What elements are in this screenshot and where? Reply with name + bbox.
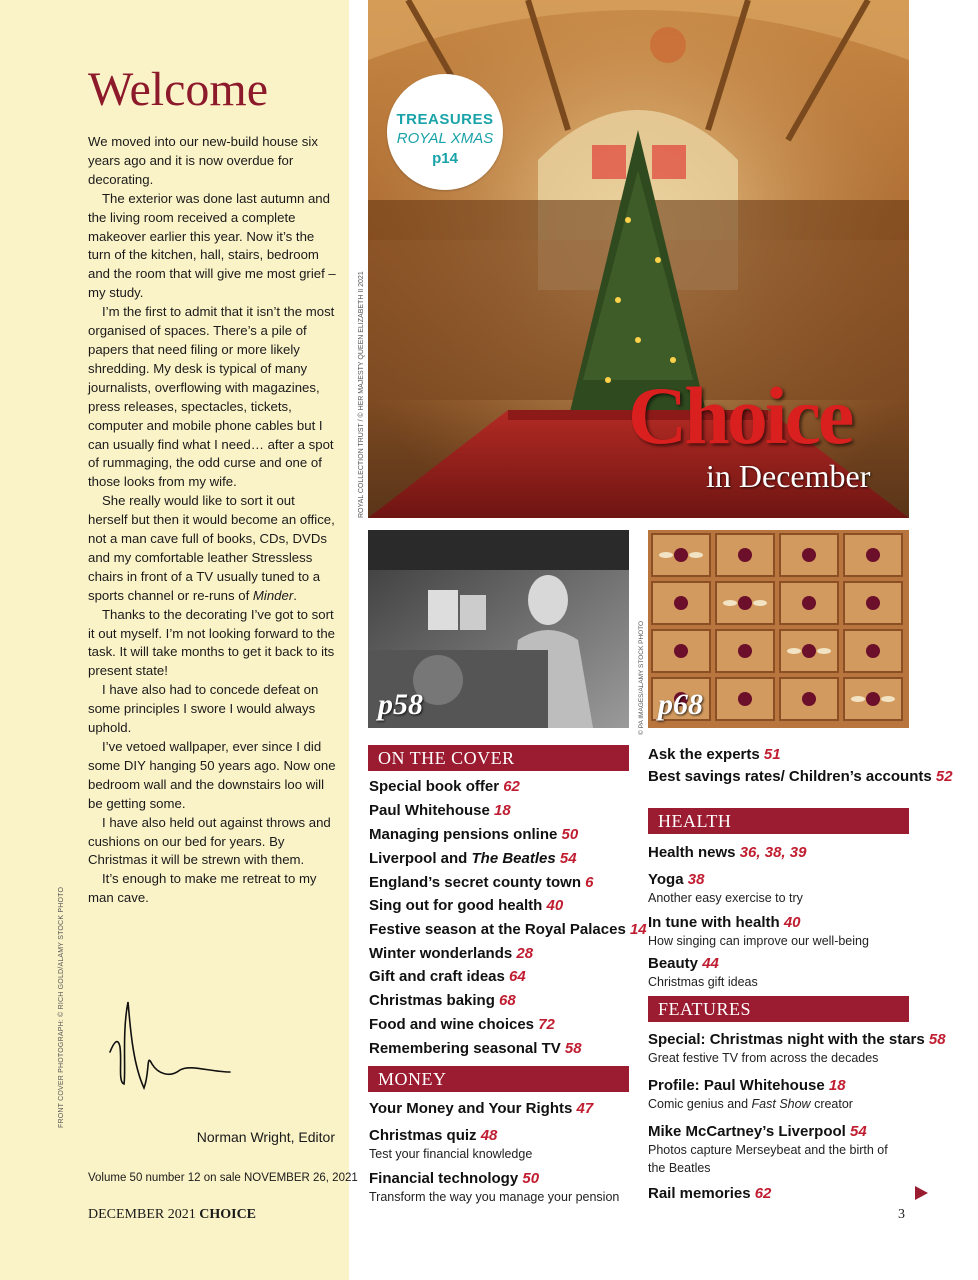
letter-paragraph: It’s enough to make me retreat to my man cave. bbox=[88, 871, 317, 906]
features-item[interactable]: Rail memories 62 bbox=[648, 1185, 772, 1202]
folio bbox=[88, 1207, 256, 1223]
badge-page: p14 bbox=[432, 150, 458, 167]
folio-brand: CHOICE bbox=[199, 1207, 257, 1222]
letter-paragraph: I have also had to concede defeat on some principles I swore I would always uphold. bbox=[88, 682, 319, 736]
cover-item[interactable]: Gift and craft ideas 64 bbox=[369, 968, 526, 985]
letter-paragraph: She really would like to sort it out herself but then it would become an office, not a man cave full of books, CDs, DVDs and my comfortable leather Stressless chairs in front of a TV usually tuned to a sports channel or re-runs of Minder. bbox=[88, 493, 335, 603]
in-december-subtitle: in December bbox=[706, 458, 871, 494]
money-item[interactable]: Christmas quiz 48 Test your financial knowledge bbox=[369, 1127, 533, 1161]
letter-paragraph: I’m the first to admit that it isn’t the most organised of spaces. There’s a pile of papers that need filing or more likely shredding. My desk is typical of many journalists, overflowing with magazines, press releases, spectacles, tickets, computer and mobile phone cables but I can usually find what I need… after a spot of rummaging, the odd curse and one of those looks from my wife. bbox=[88, 304, 335, 490]
features-item[interactable]: Mike McCartney’s Liverpool 54 Photos capture Merseybeat and the birth of the Beatles bbox=[648, 1123, 888, 1175]
letter-paragraph: We moved into our new-build house six years ago and it is now overdue for decorating. bbox=[88, 134, 318, 187]
features-item[interactable]: Profile: Paul Whitehouse 18 Comic genius and Fast Show creator bbox=[648, 1077, 853, 1111]
next-page-arrow-icon[interactable] bbox=[915, 1186, 928, 1200]
folio-month: DECEMBER 2021 bbox=[88, 1207, 200, 1222]
money-item[interactable]: Your Money and Your Rights 47 bbox=[369, 1100, 594, 1117]
cover-item[interactable]: Managing pensions online 50 bbox=[369, 826, 579, 843]
editor-name: Norman Wright, Editor bbox=[196, 1129, 335, 1145]
features-item[interactable]: Special: Christmas night with the stars 58 Great festive TV from across the decades bbox=[648, 1031, 946, 1065]
editor-signature bbox=[100, 992, 240, 1102]
cover-photo-credit: FRONT COVER PHOTOGRAPH: © RICH GOLD/ALAMY STOCK PHOTO bbox=[58, 886, 65, 1128]
show-title: Minder bbox=[252, 587, 294, 603]
welcome-title: Welcome bbox=[88, 63, 269, 116]
health-item[interactable]: Beauty 44 Christmas gift ideas bbox=[648, 955, 758, 989]
cover-item[interactable]: England’s secret county town 6 bbox=[369, 874, 594, 891]
cover-item[interactable]: Festive season at the Royal Palaces 14 bbox=[369, 921, 647, 938]
badge-line1: TREASURES bbox=[396, 111, 494, 128]
letter-paragraph: The exterior was done last autumn and the living room received a complete makeover earlier this year. Now it’s the turn of the kitchen, hall, stairs, bedroom and the room that will give me most grief – my study. bbox=[88, 190, 336, 301]
money-item[interactable]: Financial technology 50 Transform the way you manage your pension bbox=[369, 1170, 620, 1204]
photo-credit: © PA IMAGES/ALAMY STOCK PHOTO bbox=[638, 620, 645, 735]
cover-item[interactable]: Sing out for good health 40 bbox=[369, 897, 564, 914]
letter-paragraph: I have also held out against throws and cushions on our bed for years. By Christmas it will be strewn with them. bbox=[88, 814, 331, 868]
cover-item[interactable]: Remembering seasonal TV 58 bbox=[369, 1040, 582, 1057]
health-item[interactable]: Yoga 38 Another easy exercise to try bbox=[648, 871, 803, 905]
cover-item[interactable]: Christmas baking 68 bbox=[369, 992, 516, 1009]
right-item[interactable]: Best savings rates/ Children’s accounts 52 bbox=[648, 768, 953, 785]
health-heading: HEALTH bbox=[648, 808, 909, 834]
cover-item[interactable]: Paul Whitehouse 18 bbox=[369, 802, 511, 819]
cover-item[interactable]: Winter wonderlands 28 bbox=[369, 945, 534, 962]
letter-paragraph: Thanks to the decorating I’ve got to sort it out myself. I’m not looking forward to the task. It will take months to get it back to its present state! bbox=[88, 606, 336, 679]
cover-item[interactable]: Liverpool and The Beatles 54 bbox=[369, 850, 577, 867]
right-item[interactable]: Ask the experts 51 bbox=[648, 746, 781, 763]
choice-logo: Choice bbox=[628, 370, 852, 461]
features-heading: FEATURES bbox=[648, 996, 909, 1022]
health-item[interactable]: In tune with health 40 How singing can improve our well-being bbox=[648, 914, 869, 948]
editor-letter bbox=[88, 133, 338, 908]
letter-paragraph: I’ve vetoed wallpaper, ever since I did some DIY hanging 50 years ago. Now one bedroom wall and the downstairs loo will be getting some. bbox=[88, 739, 336, 811]
volume-info: Volume 50 number 12 on sale NOVEMBER 26, 2021 bbox=[88, 1172, 358, 1184]
on-the-cover-heading: ON THE COVER bbox=[368, 745, 629, 771]
health-item[interactable]: Health news 36, 38, 39 bbox=[648, 844, 807, 861]
photo-label-p58: p58 bbox=[378, 688, 423, 721]
cover-item[interactable]: Special book offer 62 bbox=[369, 778, 520, 795]
treasures-badge[interactable] bbox=[387, 74, 503, 190]
cover-item[interactable]: Food and wine choices 72 bbox=[369, 1016, 555, 1033]
hero-photo-credit: ROYAL COLLECTION TRUST / © HER MAJESTY QUEEN ELIZABETH II 2021 bbox=[358, 271, 365, 518]
badge-line2: ROYAL XMAS bbox=[396, 130, 494, 147]
photo-label-p68: p68 bbox=[658, 688, 703, 721]
page-number: 3 bbox=[898, 1207, 905, 1222]
money-heading: MONEY bbox=[368, 1066, 629, 1092]
